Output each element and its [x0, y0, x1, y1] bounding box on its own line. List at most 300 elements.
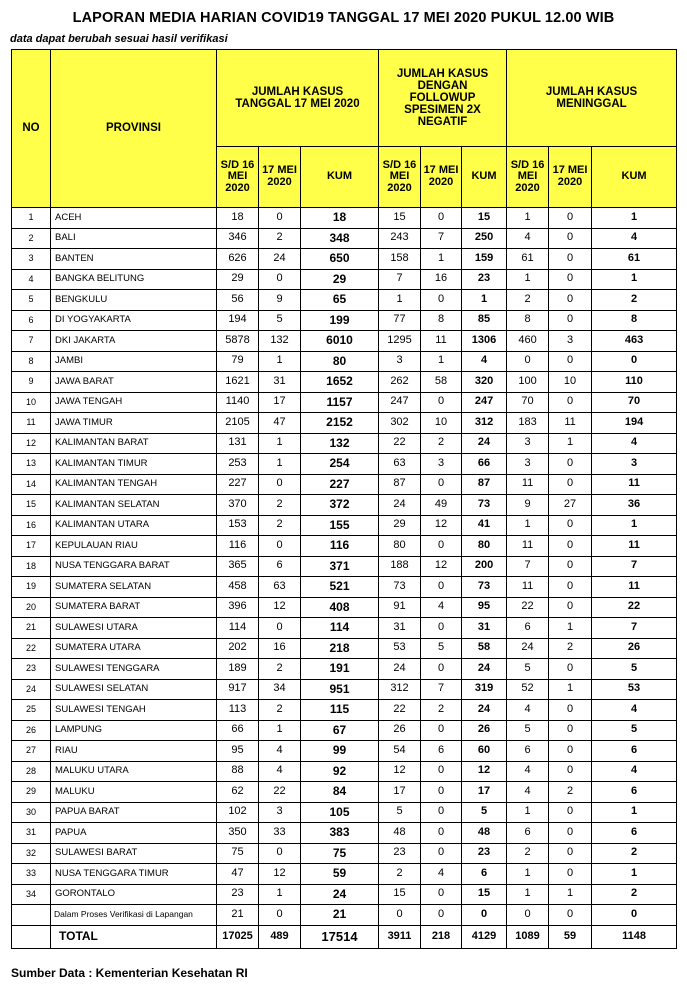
value-cell: 58	[462, 638, 507, 659]
value-cell: 0	[549, 741, 592, 762]
row-number: 19	[12, 577, 51, 598]
table-row	[12, 802, 677, 823]
row-number: 17	[12, 536, 51, 557]
row-number: 3	[12, 249, 51, 270]
value-cell: 26	[592, 638, 677, 659]
value-cell: 36	[592, 495, 677, 516]
value-cell: 0	[421, 618, 462, 639]
value-cell: 0	[462, 905, 507, 926]
header-kum: KUM	[301, 147, 379, 208]
total-value: 59	[549, 925, 592, 948]
value-cell: 1	[507, 515, 549, 536]
row-number: 20	[12, 597, 51, 618]
province-name: KALIMANTAN TIMUR	[51, 454, 217, 475]
value-cell: 11	[592, 577, 677, 598]
value-cell: 1	[592, 269, 677, 290]
value-cell: 100	[507, 372, 549, 393]
value-cell: 24	[462, 700, 507, 721]
value-cell: 183	[507, 413, 549, 434]
value-cell: 194	[217, 310, 259, 331]
value-cell: 6	[259, 556, 301, 577]
value-cell: 24	[379, 495, 421, 516]
value-cell: 0	[259, 269, 301, 290]
row-number: 15	[12, 495, 51, 516]
value-cell: 70	[592, 392, 677, 413]
value-cell: 370	[217, 495, 259, 516]
row-number: 29	[12, 782, 51, 803]
table-row	[12, 515, 677, 536]
value-cell: 243	[379, 228, 421, 249]
province-name: DKI JAKARTA	[51, 331, 217, 352]
value-cell: 115	[301, 700, 379, 721]
row-number: 23	[12, 659, 51, 680]
value-cell: 116	[217, 536, 259, 557]
header-followup-negatif: JUMLAH KASUS DENGAN FOLLOWUP SPESIMEN 2X NEGATIF	[379, 50, 507, 147]
value-cell: 0	[421, 577, 462, 598]
value-cell: 0	[421, 843, 462, 864]
value-cell: 1	[259, 884, 301, 905]
value-cell: 29	[379, 515, 421, 536]
value-cell: 951	[301, 679, 379, 700]
row-number: 25	[12, 700, 51, 721]
province-name: DI YOGYAKARTA	[51, 310, 217, 331]
value-cell: 11	[507, 474, 549, 495]
total-label: TOTAL	[51, 925, 217, 948]
value-cell: 302	[379, 413, 421, 434]
province-name: BANTEN	[51, 249, 217, 270]
table-row	[12, 884, 677, 905]
table-row	[12, 782, 677, 803]
value-cell: 6	[462, 864, 507, 885]
province-name: NUSA TENGGARA BARAT	[51, 556, 217, 577]
value-cell: 31	[462, 618, 507, 639]
row-number: 34	[12, 884, 51, 905]
table-row	[12, 741, 677, 762]
value-cell: 0	[421, 905, 462, 926]
value-cell: 0	[421, 782, 462, 803]
table-row	[12, 413, 677, 434]
value-cell: 24	[301, 884, 379, 905]
value-cell: 102	[217, 802, 259, 823]
province-name: SULAWESI BARAT	[51, 843, 217, 864]
value-cell: 22	[379, 433, 421, 454]
table-row	[12, 761, 677, 782]
province-name: PAPUA BARAT	[51, 802, 217, 823]
value-cell: 7	[592, 556, 677, 577]
value-cell: 463	[592, 331, 677, 352]
value-cell: 4	[507, 782, 549, 803]
header-meninggal: JUMLAH KASUS MENINGGAL	[507, 50, 677, 147]
value-cell: 6	[507, 823, 549, 844]
table-row	[12, 638, 677, 659]
value-cell: 15	[462, 208, 507, 229]
value-cell: 73	[462, 577, 507, 598]
province-name: BANGKA BELITUNG	[51, 269, 217, 290]
total-value: 3911	[379, 925, 421, 948]
value-cell: 0	[549, 659, 592, 680]
value-cell: 408	[301, 597, 379, 618]
value-cell: 2	[259, 515, 301, 536]
value-cell: 0	[549, 515, 592, 536]
total-value: 4129	[462, 925, 507, 948]
value-cell: 3	[549, 331, 592, 352]
value-cell: 1157	[301, 392, 379, 413]
value-cell: 1	[549, 679, 592, 700]
value-cell: 1	[592, 802, 677, 823]
row-number: 24	[12, 679, 51, 700]
value-cell: 88	[217, 761, 259, 782]
value-cell: 155	[301, 515, 379, 536]
value-cell: 70	[507, 392, 549, 413]
table-row	[12, 372, 677, 393]
total-row	[12, 925, 677, 948]
table-row	[12, 823, 677, 844]
report-title: LAPORAN MEDIA HARIAN COVID19 TANGGAL 17 MEI 2020 PUKUL 12.00 WIB	[72, 10, 615, 26]
value-cell: 4	[507, 761, 549, 782]
value-cell: 0	[421, 392, 462, 413]
value-cell: 53	[592, 679, 677, 700]
row-number: 21	[12, 618, 51, 639]
value-cell: 4	[592, 761, 677, 782]
value-cell: 33	[259, 823, 301, 844]
value-cell: 15	[379, 884, 421, 905]
value-cell: 371	[301, 556, 379, 577]
value-cell: 6	[592, 823, 677, 844]
value-cell: 8	[421, 310, 462, 331]
province-name: SULAWESI SELATAN	[51, 679, 217, 700]
row-number: 26	[12, 720, 51, 741]
value-cell: 24	[507, 638, 549, 659]
value-cell: 91	[379, 597, 421, 618]
value-cell: 3	[379, 351, 421, 372]
value-cell: 0	[549, 577, 592, 598]
covid-table	[11, 49, 677, 949]
total-value: 1148	[592, 925, 677, 948]
table-row	[12, 864, 677, 885]
value-cell: 383	[301, 823, 379, 844]
value-cell: 0	[421, 536, 462, 557]
value-cell: 87	[379, 474, 421, 495]
value-cell: 2	[421, 433, 462, 454]
value-cell: 0	[549, 228, 592, 249]
value-cell: 59	[301, 864, 379, 885]
value-cell: 132	[301, 433, 379, 454]
value-cell: 0	[549, 597, 592, 618]
value-cell: 1652	[301, 372, 379, 393]
value-cell: 153	[217, 515, 259, 536]
value-cell: 16	[421, 269, 462, 290]
row-number: 4	[12, 269, 51, 290]
total-value: 218	[421, 925, 462, 948]
value-cell: 1	[259, 454, 301, 475]
value-cell: 1	[549, 884, 592, 905]
value-cell: 2	[507, 290, 549, 311]
value-cell: 2	[592, 843, 677, 864]
table-row	[12, 474, 677, 495]
value-cell: 1	[592, 515, 677, 536]
row-number: 2	[12, 228, 51, 249]
value-cell: 2	[259, 700, 301, 721]
value-cell: 188	[379, 556, 421, 577]
province-name: MALUKU	[51, 782, 217, 803]
value-cell: 29	[301, 269, 379, 290]
value-cell: 396	[217, 597, 259, 618]
value-cell: 0	[549, 208, 592, 229]
value-cell: 11	[421, 331, 462, 352]
value-cell: 58	[421, 372, 462, 393]
value-cell: 77	[379, 310, 421, 331]
value-cell: 6	[507, 741, 549, 762]
value-cell: 24	[379, 659, 421, 680]
value-cell: 218	[301, 638, 379, 659]
value-cell: 650	[301, 249, 379, 270]
value-cell: 1	[421, 249, 462, 270]
province-name: JAWA BARAT	[51, 372, 217, 393]
value-cell: 346	[217, 228, 259, 249]
table-row	[12, 720, 677, 741]
value-cell: 11	[549, 413, 592, 434]
province-name: JAWA TENGAH	[51, 392, 217, 413]
header-sd16: S/D 16 MEI 2020	[379, 147, 421, 208]
province-name: GORONTALO	[51, 884, 217, 905]
value-cell: 2	[259, 495, 301, 516]
province-name: SULAWESI TENGGARA	[51, 659, 217, 680]
value-cell: 2	[592, 884, 677, 905]
value-cell: 75	[217, 843, 259, 864]
value-cell: 99	[301, 741, 379, 762]
value-cell: 1	[259, 351, 301, 372]
value-cell: 0	[592, 351, 677, 372]
value-cell: 12	[379, 761, 421, 782]
province-name: BENGKULU	[51, 290, 217, 311]
value-cell: 65	[301, 290, 379, 311]
header-sd16: S/D 16 MEI 2020	[507, 147, 549, 208]
value-cell: 0	[507, 905, 549, 926]
value-cell: 6010	[301, 331, 379, 352]
value-cell: 3	[421, 454, 462, 475]
value-cell: 87	[462, 474, 507, 495]
value-cell: 73	[462, 495, 507, 516]
province-name: KEPULAUAN RIAU	[51, 536, 217, 557]
value-cell: 131	[217, 433, 259, 454]
value-cell: 320	[462, 372, 507, 393]
value-cell: 49	[421, 495, 462, 516]
value-cell: 191	[301, 659, 379, 680]
total-value: 17025	[217, 925, 259, 948]
value-cell: 0	[549, 351, 592, 372]
value-cell: 2	[549, 782, 592, 803]
value-cell: 12	[421, 556, 462, 577]
value-cell: 24	[462, 433, 507, 454]
table-row	[12, 351, 677, 372]
value-cell: 26	[462, 720, 507, 741]
value-cell: 2	[379, 864, 421, 885]
value-cell: 56	[217, 290, 259, 311]
value-cell: 917	[217, 679, 259, 700]
value-cell: 3	[507, 454, 549, 475]
province-name: PAPUA	[51, 823, 217, 844]
value-cell: 0	[549, 269, 592, 290]
value-cell: 62	[217, 782, 259, 803]
value-cell: 4	[421, 864, 462, 885]
value-cell: 7	[421, 679, 462, 700]
value-cell: 0	[259, 618, 301, 639]
value-cell: 17	[462, 782, 507, 803]
value-cell: 458	[217, 577, 259, 598]
value-cell: 114	[301, 618, 379, 639]
table-row	[12, 392, 677, 413]
value-cell: 63	[379, 454, 421, 475]
table-row	[12, 679, 677, 700]
value-cell: 4	[507, 228, 549, 249]
value-cell: 312	[462, 413, 507, 434]
table-row	[12, 454, 677, 475]
province-name: SUMATERA BARAT	[51, 597, 217, 618]
province-name: SUMATERA UTARA	[51, 638, 217, 659]
value-cell: 2	[592, 290, 677, 311]
province-name: JAWA TIMUR	[51, 413, 217, 434]
value-cell: 7	[592, 618, 677, 639]
value-cell: 5	[259, 310, 301, 331]
table-row	[12, 290, 677, 311]
value-cell: 6	[592, 741, 677, 762]
value-cell: 12	[421, 515, 462, 536]
value-cell: 113	[217, 700, 259, 721]
value-cell: 5	[421, 638, 462, 659]
value-cell: 0	[549, 905, 592, 926]
table-row	[12, 700, 677, 721]
province-name: KALIMANTAN BARAT	[51, 433, 217, 454]
row-number: 1	[12, 208, 51, 229]
value-cell: 2	[549, 638, 592, 659]
value-cell: 84	[301, 782, 379, 803]
value-cell: 92	[301, 761, 379, 782]
header-kum: KUM	[462, 147, 507, 208]
value-cell: 247	[379, 392, 421, 413]
row-number: 12	[12, 433, 51, 454]
table-row	[12, 249, 677, 270]
value-cell: 0	[421, 823, 462, 844]
value-cell: 0	[259, 843, 301, 864]
value-cell: 0	[421, 208, 462, 229]
value-cell: 0	[549, 843, 592, 864]
value-cell: 227	[217, 474, 259, 495]
value-cell: 6	[592, 782, 677, 803]
header-d17: 17 MEI 2020	[421, 147, 462, 208]
value-cell: 11	[592, 474, 677, 495]
value-cell: 11	[507, 536, 549, 557]
value-cell: 22	[507, 597, 549, 618]
value-cell: 0	[549, 454, 592, 475]
province-name: JAMBI	[51, 351, 217, 372]
value-cell: 12	[259, 864, 301, 885]
province-name: SULAWESI UTARA	[51, 618, 217, 639]
value-cell: 31	[379, 618, 421, 639]
value-cell: 3	[592, 454, 677, 475]
value-cell: 21	[217, 905, 259, 926]
row-number: 30	[12, 802, 51, 823]
value-cell: 4	[259, 741, 301, 762]
value-cell: 0	[549, 864, 592, 885]
value-cell: 2105	[217, 413, 259, 434]
value-cell: 0	[549, 700, 592, 721]
province-name: KALIMANTAN TENGAH	[51, 474, 217, 495]
value-cell: 3	[259, 802, 301, 823]
value-cell: 194	[592, 413, 677, 434]
value-cell: 1140	[217, 392, 259, 413]
value-cell: 1	[507, 864, 549, 885]
value-cell: 159	[462, 249, 507, 270]
value-cell: 0	[259, 536, 301, 557]
value-cell: 1306	[462, 331, 507, 352]
table-row	[12, 618, 677, 639]
value-cell: 10	[421, 413, 462, 434]
value-cell: 0	[549, 720, 592, 741]
value-cell: 6	[507, 618, 549, 639]
value-cell: 80	[301, 351, 379, 372]
value-cell: 15	[379, 208, 421, 229]
value-cell: 53	[379, 638, 421, 659]
value-cell: 41	[462, 515, 507, 536]
value-cell: 85	[462, 310, 507, 331]
row-number: 27	[12, 741, 51, 762]
value-cell: 63	[259, 577, 301, 598]
province-name: Dalam Proses Verifikasi di Lapangan	[51, 905, 217, 926]
value-cell: 80	[379, 536, 421, 557]
value-cell: 116	[301, 536, 379, 557]
row-number	[12, 905, 51, 926]
table-row	[12, 659, 677, 680]
value-cell: 253	[217, 454, 259, 475]
value-cell: 23	[217, 884, 259, 905]
value-cell: 67	[301, 720, 379, 741]
value-cell: 66	[462, 454, 507, 475]
row-number: 11	[12, 413, 51, 434]
value-cell: 0	[379, 905, 421, 926]
value-cell: 312	[379, 679, 421, 700]
value-cell: 1	[507, 884, 549, 905]
row-number: 14	[12, 474, 51, 495]
value-cell: 199	[301, 310, 379, 331]
table-row	[12, 905, 677, 926]
value-cell: 47	[217, 864, 259, 885]
value-cell: 23	[462, 843, 507, 864]
value-cell: 0	[421, 720, 462, 741]
value-cell: 17	[259, 392, 301, 413]
value-cell: 0	[421, 802, 462, 823]
table-row	[12, 495, 677, 516]
value-cell: 158	[379, 249, 421, 270]
value-cell: 79	[217, 351, 259, 372]
value-cell: 23	[379, 843, 421, 864]
value-cell: 23	[462, 269, 507, 290]
report-subtitle: data dapat berubah sesuai hasil verifikasi	[10, 33, 228, 45]
row-number: 18	[12, 556, 51, 577]
province-name: KALIMANTAN SELATAN	[51, 495, 217, 516]
value-cell: 0	[592, 905, 677, 926]
value-cell: 5	[462, 802, 507, 823]
value-cell: 6	[421, 741, 462, 762]
value-cell: 31	[259, 372, 301, 393]
value-cell: 0	[549, 761, 592, 782]
table-body	[12, 208, 677, 949]
table-row	[12, 556, 677, 577]
value-cell: 11	[592, 536, 677, 557]
value-cell: 1	[379, 290, 421, 311]
value-cell: 4	[592, 228, 677, 249]
value-cell: 0	[507, 351, 549, 372]
value-cell: 365	[217, 556, 259, 577]
